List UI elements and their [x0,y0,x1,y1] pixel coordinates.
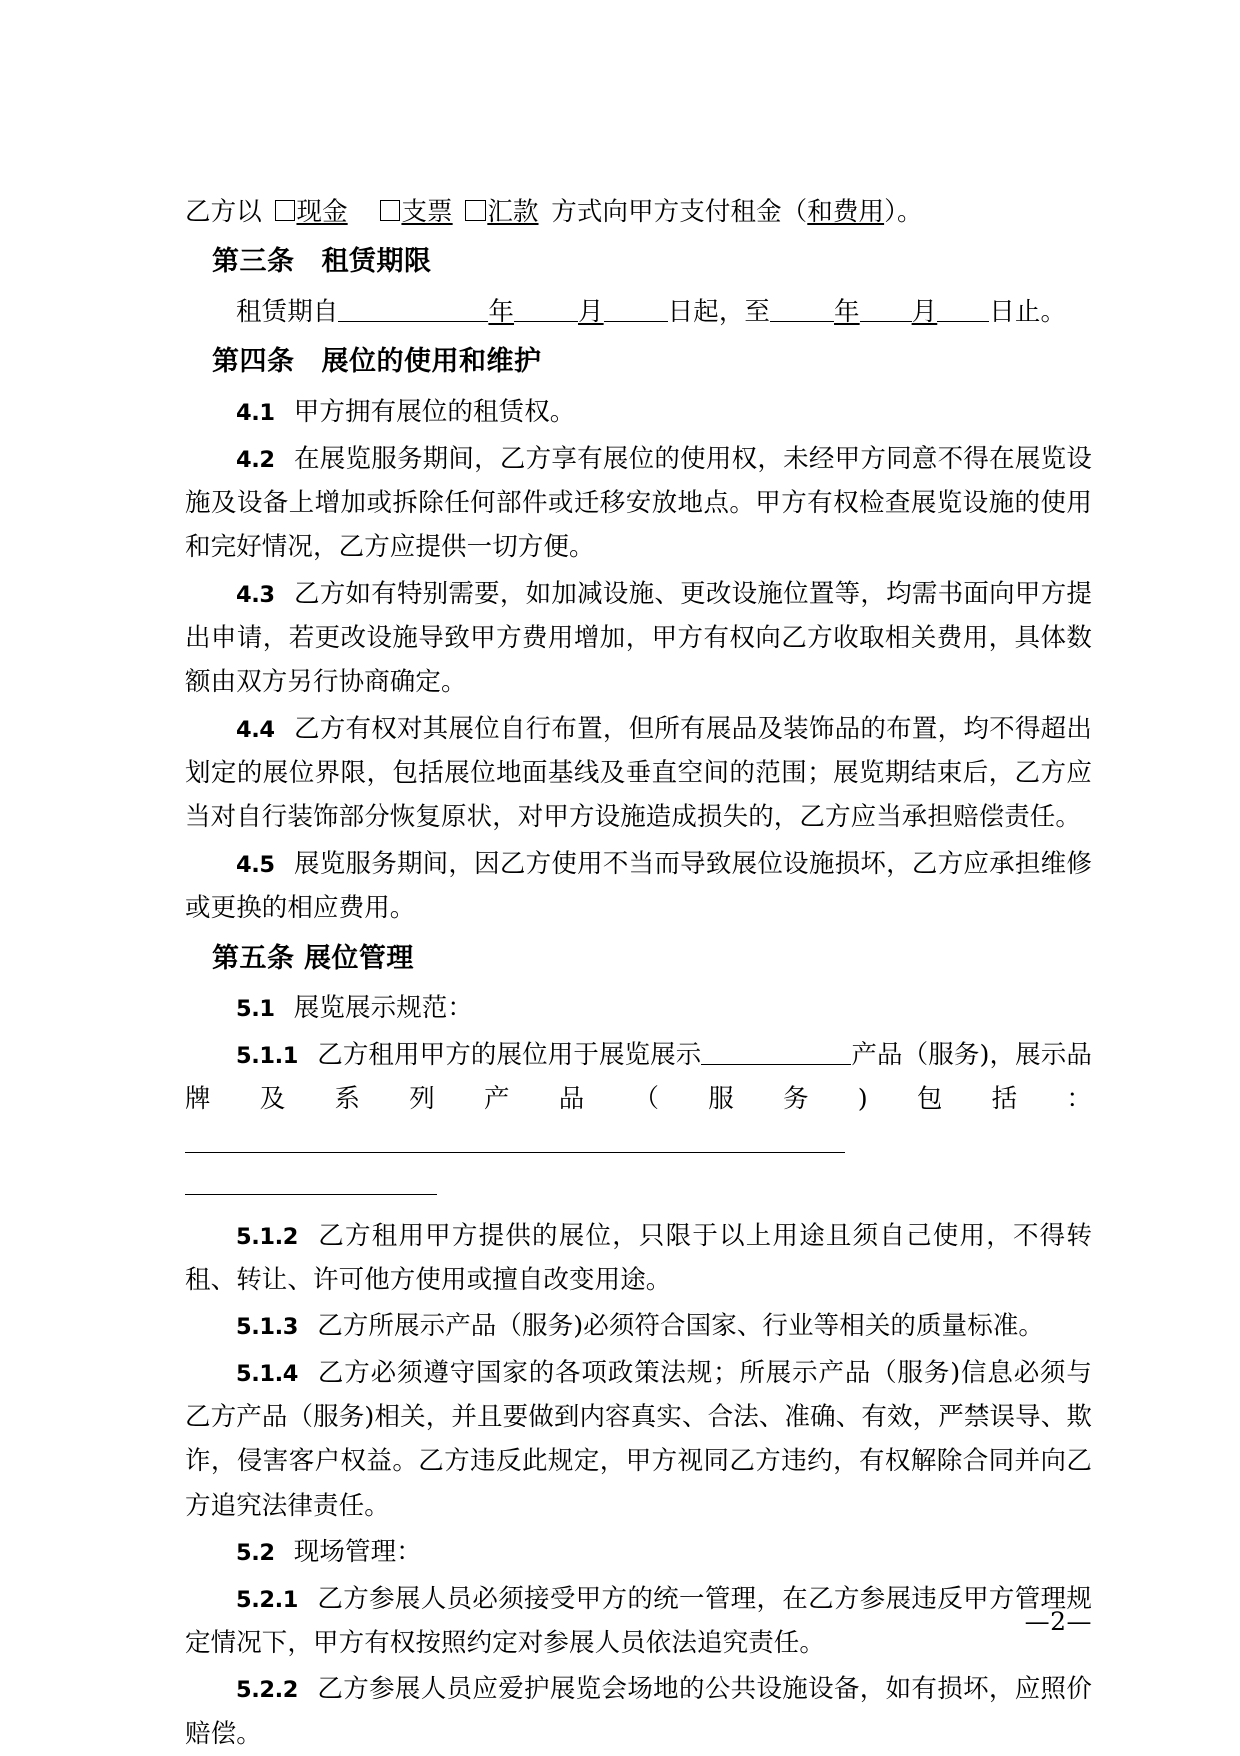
clause-5-1 [185,986,1092,1030]
clause-5-2 [185,1530,1092,1574]
clause-4-2 [185,437,1092,570]
article-3-heading [185,240,1092,284]
lease-start-month-label: 月 [578,297,604,328]
clause-4-1 [185,390,1092,434]
clause-4-5-text: 展览服务期间，因乙方使用不当而导致展位设施损坏，乙方应承担维修或更换的相应费用。 [185,848,1092,924]
payment-option-check[interactable] [380,197,453,227]
checkbox-icon-cash[interactable] [275,200,296,221]
clause-4-2-number: 4.2 [236,446,275,473]
product-series-blank[interactable] [185,1126,845,1154]
lease-start-month-blank[interactable] [514,294,578,322]
clause-5-1-2 [185,1214,1092,1303]
clause-5-1-1-text-after: 产品（服务)，展示品牌及系列产品（服务)包括： [185,1039,1092,1114]
clause-5-2-text: 现场管理： [293,1537,422,1568]
payment-prefix: 乙方以 [185,197,262,227]
product-series-blank-continuation[interactable] [185,1194,437,1195]
payment-middle-text: 方式向甲方支付租金（ [551,197,808,227]
page-number: —2— [1024,1607,1092,1636]
lease-start-day-label: 日起，至 [667,297,771,328]
clause-4-4 [185,707,1092,840]
clause-4-2-text: 在展览服务期间，乙方享有展位的使用权，未经甲方同意不得在展览设施及设备上增加或拆除任何部件或迁移安放地点。甲方有权检查展览设施的使用和完好情况，乙方应提供一切方便。 [185,443,1092,563]
checkbox-icon-remittance[interactable] [465,200,486,221]
lease-end-day-label: 日止。 [989,297,1067,328]
article-4-label: 第四条 [212,346,295,378]
product-type-blank[interactable] [701,1037,851,1065]
clause-5-1-1 [185,1033,1092,1166]
lease-end-day-blank[interactable] [937,294,989,322]
lease-start-year-label: 年 [488,297,515,328]
clause-4-3-number: 4.3 [236,581,275,608]
clause-5-1-1-text-before: 乙方租用甲方的展位用于展览展示 [317,1039,702,1070]
payment-option-check-label: 支票 [401,197,453,227]
lease-end-year-blank[interactable] [770,294,834,322]
article-4-title: 展位的使用和维护 [321,346,542,378]
clause-4-5 [185,842,1092,931]
clause-5-1-2-text: 乙方租用甲方提供的展位，只限于以上用途且须自己使用，不得转租、转让、许可他方使用或擅自改变用途。 [185,1220,1092,1296]
lease-term-prefix: 租赁期自 [236,297,339,328]
clause-5-1-4-text: 乙方必须遵守国家的各项政策法规；所展示产品（服务)信息必须与乙方产品（服务)相关，并且要做到内容真实、合法、准确、有效，严禁误导、欺诈，侵害客户权益。乙方违反此规定，甲方视同乙方违约，有权解除合同并向乙方追究法律责任。 [185,1357,1092,1521]
article-5-title: 展位管理 [303,942,414,974]
clause-5-1-1-number: 5.1.1 [236,1042,299,1069]
article-3-title: 租赁期限 [321,246,432,278]
article-5-label: 第五条 [212,942,295,974]
lease-term-line [185,290,1092,334]
payment-option-cash[interactable] [275,197,348,227]
clause-4-1-number: 4.1 [236,400,275,427]
clause-5-1-3 [185,1304,1092,1348]
payment-option-remittance[interactable] [465,197,538,227]
clause-5-1-4 [185,1351,1092,1528]
lease-end-month-label: 月 [911,297,938,328]
article-3-label: 第三条 [212,246,295,278]
clause-5-2-1-number: 5.2.1 [236,1586,299,1613]
payment-method-line [185,190,1092,234]
clause-5-2-2-number: 5.2.2 [236,1677,299,1704]
payment-fee-underlined: 和费用 [807,197,885,227]
payment-suffix: ）。 [884,197,923,227]
clause-4-4-text: 乙方有权对其展位自行布置，但所有展品及装饰品的布置，均不得超出划定的展位界限，包括展位地面基线及垂直空间的范围；展览期结束后，乙方应当对自行装饰部分恢复原状，对甲方设施造成损失的，乙方应当承担赔偿责任。 [185,713,1092,833]
lease-end-year-label: 年 [834,297,860,328]
article-4-heading [185,340,1092,384]
clause-5-1-3-number: 5.1.3 [236,1314,299,1341]
lease-start-day-blank[interactable] [604,294,668,322]
clause-5-1-text: 展览展示规范： [293,993,473,1024]
clause-5-2-2-text: 乙方参展人员应爱护展览会场地的公共设施设备，如有损坏，应照价赔偿。 [185,1674,1092,1749]
clause-5-2-2 [185,1667,1092,1756]
lease-end-month-blank[interactable] [860,294,912,322]
clause-4-1-text: 甲方拥有展位的租赁权。 [293,397,576,428]
clause-5-2-number: 5.2 [236,1540,275,1567]
clause-4-5-number: 4.5 [236,851,275,878]
payment-option-remittance-label: 汇款 [487,197,539,227]
payment-option-cash-label: 现金 [296,197,348,227]
clause-4-3 [185,572,1092,705]
article-5-heading [185,937,1092,981]
clause-5-1-2-number: 5.1.2 [236,1223,299,1250]
clause-5-1-number: 5.1 [236,996,275,1023]
clause-5-2-1-text: 乙方参展人员必须接受甲方的统一管理，在乙方参展违反甲方管理规定情况下，甲方有权按照约定对参展人员依法追究责任。 [185,1583,1092,1658]
clause-5-1-4-number: 5.1.4 [236,1360,299,1387]
product-series-blank-continuation-wrap [185,1168,1092,1214]
checkbox-icon-check[interactable] [380,200,401,221]
clause-4-4-number: 4.4 [236,716,275,743]
lease-start-year-blank[interactable] [338,294,488,322]
clause-5-1-3-text: 乙方所展示产品（服务)必须符合国家、行业等相关的质量标准。 [317,1311,1045,1342]
clause-4-3-text: 乙方如有特别需要，如加减设施、更改设施位置等，均需书面向甲方提出申请，若更改设施导致甲方费用增加，甲方有权向乙方收取相关费用，具体数额由双方另行协商确定。 [185,578,1092,698]
